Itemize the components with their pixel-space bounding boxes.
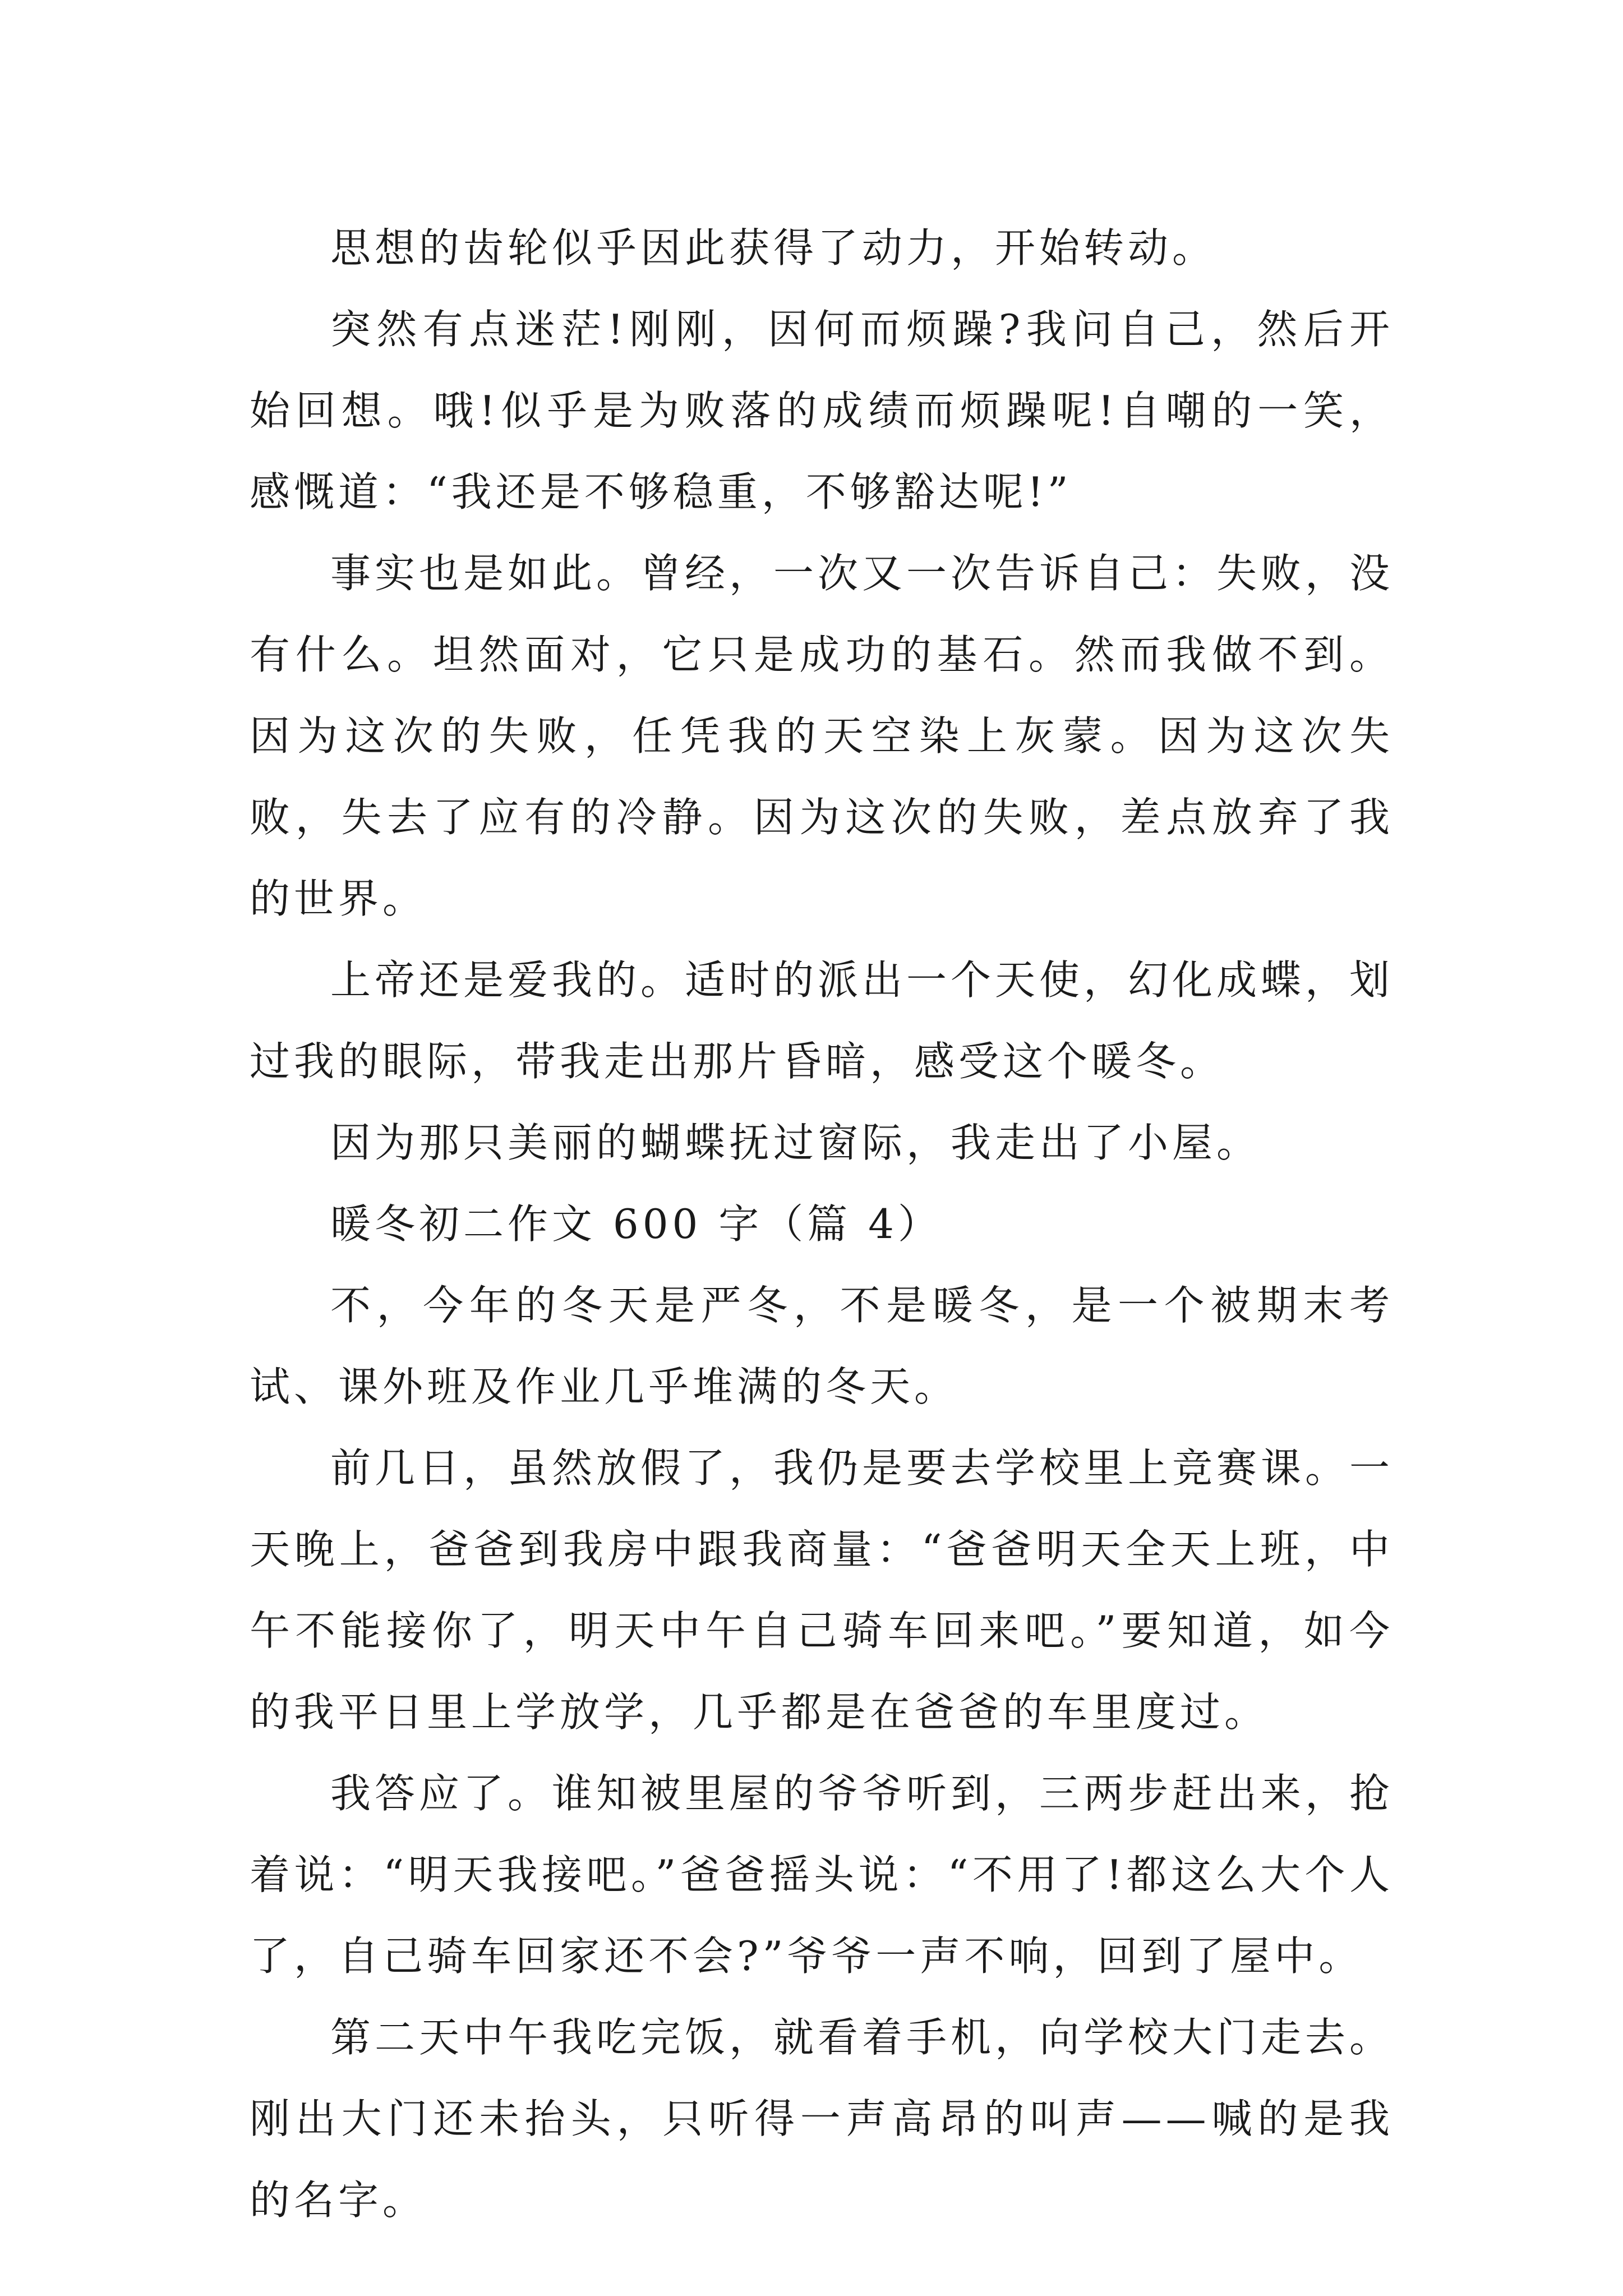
paragraph-8: 我答应了。谁知被里屋的爷爷听到，三两步赶出来，抢着说：“明天我接吧。”爸爸摇头说：“不用了!都这么大个人了，自己骑车回家还不会?”爷爷一声不响，回到了屋中。 xyxy=(250,1770,1394,1980)
paragraph-6: 不，今年的冬天是严冬，不是暖冬，是一个被期末考试、课外班及作业几乎堆满的冬天。 xyxy=(250,1282,1394,1410)
section-heading: 暖冬初二作文 600 字（篇 4） xyxy=(330,1200,942,1248)
paragraph-9: 第二天中午我吃完饭，就看着手机，向学校大门走去。刚出大门还未抬头，只听得一声高昂的叫声——喊的是我的名字。 xyxy=(250,2014,1394,2224)
paragraph-5: 因为那只美丽的蝴蝶抚过窗际，我走出了小屋。 xyxy=(330,1119,1261,1166)
paragraph-2: 突然有点迷茫!刚刚，因何而烦躁?我问自己，然后开始回想。哦!似乎是为败落的成绩而烦躁呢!自嘲的一笑，感慨道：“我还是不够稳重，不够豁达呢!” xyxy=(250,306,1394,516)
paragraph-3: 事实也是如此。曾经，一次又一次告诉自己：失败，没有什么。坦然面对，它只是成功的基石。然而我做不到。因为这次的失败，任凭我的天空染上灰蒙。因为这次失败，失去了应有的冷静。因为这次的失败，差点放弃了我的世界。 xyxy=(250,550,1394,922)
paragraph-1: 思想的齿轮似乎因此获得了动力，开始转动。 xyxy=(330,224,1217,272)
essay-body xyxy=(250,208,1394,2241)
paragraph-4: 上帝还是爱我的。适时的派出一个天使，幻化成蝶，划过我的眼际，带我走出那片昏暗，感受这个暖冬。 xyxy=(250,956,1394,1085)
paragraph-7: 前几日，虽然放假了，我仍是要去学校里上竞赛课。一天晚上，爸爸到我房中跟我商量：“爸爸明天全天上班，中午不能接你了，明天中午自己骑车回来吧。”要知道，如今的我平日里上学放学，几乎都是在爸爸的车里度过。 xyxy=(250,1444,1394,1736)
